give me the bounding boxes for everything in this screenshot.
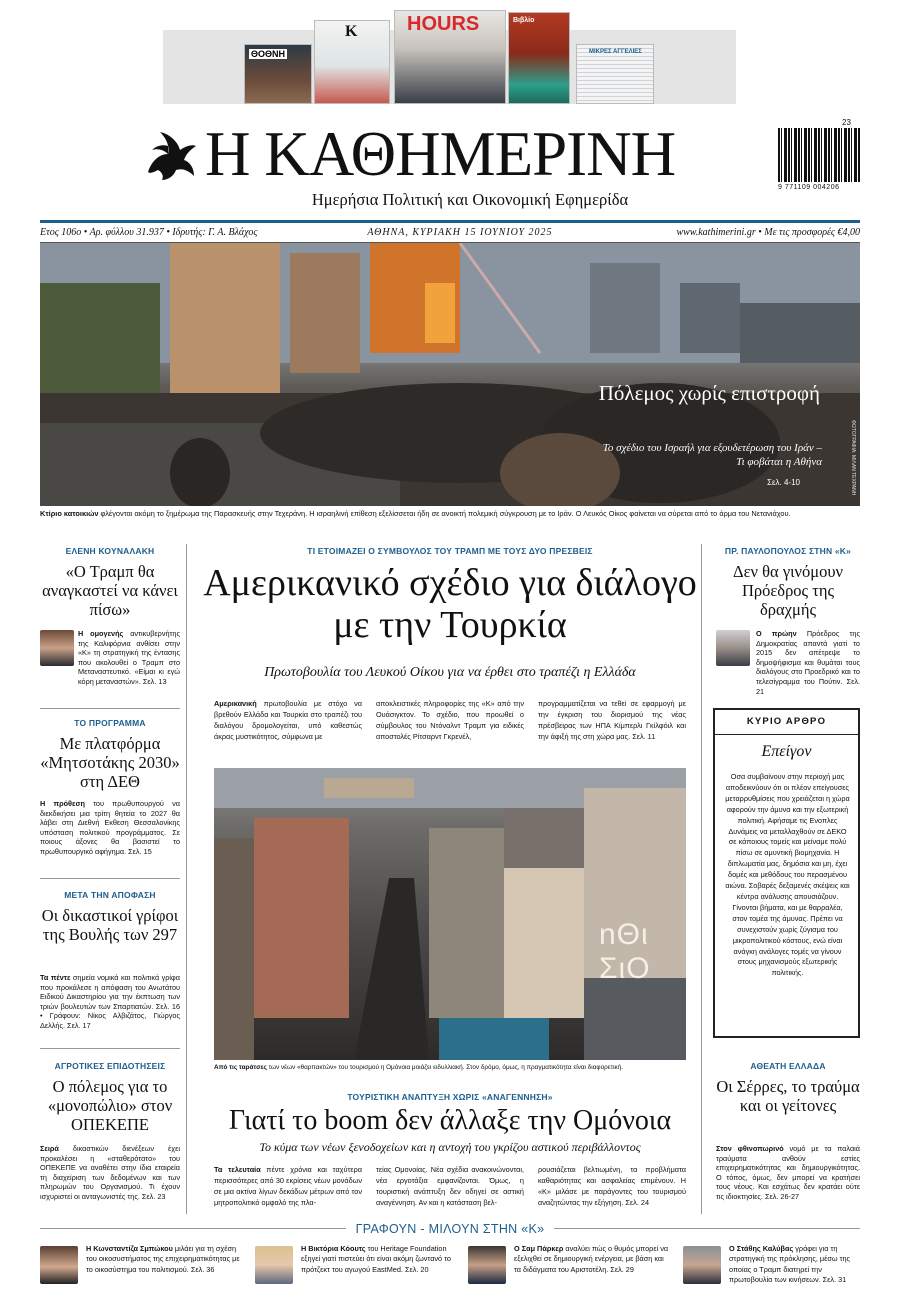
right-story-1-text: Πρόεδρος της Δημοκρατίας απαντά γιατί το 2015 δεν απέτρεψε το δημοψήφισμα και θυμάται τους διαλόγους στο Προεδρικό και το τελεσίγραμμα του Πούτιν. Σελ. 21 (756, 629, 861, 696)
left-story-1-kicker: ΕΛΕΝΗ ΚΟΥΝΑΛΑΚΗ (65, 546, 155, 556)
supplement-classifieds-label: ΜΙΚΡΕΣ ΑΓΓΕΛΙΕΣ (589, 49, 642, 55)
left-story-3-kicker: ΜΕΤΑ ΤΗΝ ΑΠΟΦΑΣΗ (64, 890, 156, 900)
editorial-label: ΚΥΡΙΟ ΑΡΘΡΟ (746, 716, 827, 727)
footer-item-4-text (729, 1244, 860, 1286)
editorial-title[interactable]: Επείγον (761, 743, 812, 760)
barcode-graphic (778, 128, 860, 182)
hero-subheadline: Το σχέδιο του Ισραήλ για εξουδετέρωση του Ιράν – Τι φοβάται η Αθήνα (602, 442, 822, 468)
right-story-1-kicker: ΠΡ. ΠΑΥΛΟΠΟΥΛΟΣ ΣΤΗΝ «Κ» (724, 546, 852, 556)
left-story-2-kicker: ΤΟ ΠΡΟΓΡΑΜΜΑ (74, 718, 146, 728)
column-rule-right (701, 544, 702, 1214)
right-story-1-lead: Ο πρώην (756, 629, 797, 638)
left-story-3-headline[interactable]: Οι δικαστικοί γρίφοι της Βουλής των 297 (41, 906, 179, 944)
left-story-4-text: δικαστικών διενέξεων έχει προκαλέσει η «σταθερότατο» του ΟΠΕΚΕΠΕ να αναθέτει στην ίδια εταιρεία τη διαχείριση των δεδομένων και των πληρωμών του Οργανισμού. Τι έχουν ισχυριστεί οι ανταγωνιστές της. Σελ. 23 (40, 1144, 180, 1201)
right-story-2-lead: Στον φθινοπωρινό (716, 1144, 784, 1153)
masthead-title[interactable]: Η ΚΑΘΗΜΕΡΙΝΗ (205, 119, 676, 189)
smpokou-portrait (40, 1246, 78, 1284)
left-story-3-text: σημεία νομικά και πολιτικά γρίφα που προκάλεσε η απόφαση του Ανωτάτου Ειδικού Δικαστηρίου για την έκπτωση των τριών βουλευτών των Σπαρτιατών. Σελ. 16 • Γράφουν: Νίκος Αλβιζάτος, Γιώργος Δελλής. Σελ. 17 (40, 973, 180, 1030)
masthead-subtitle: Ημερήσια Πολιτική και Οικονομική Εφημερίδα (311, 190, 629, 209)
hero-photo-credit: ΦΩΤΟΓΡΑΦΙΑ: ΜΙΛΑΝ ΤΕΧΡΑΝΗ (850, 420, 856, 496)
footer-item-1-text (86, 1244, 244, 1275)
omonia-caption-lead: Από τις ταράτσες (214, 1064, 267, 1071)
omonia-photo[interactable] (214, 768, 686, 1060)
kounalaki-portrait (40, 630, 74, 666)
right-story-2-headline[interactable]: Οι Σέρρες, το τραύμα και οι γείτονες (716, 1077, 860, 1115)
left-story-parliament[interactable] (40, 890, 180, 944)
second-story-kicker: ΤΟΥΡΙΣΤΙΚΗ ΑΝΑΠΤΥΞΗ ΧΩΡΙΣ «ΑΝΑΓΕΝΝΗΣΗ» (347, 1092, 553, 1102)
footer-item-parker[interactable] (468, 1244, 673, 1294)
left-story-3-lead: Τα πέντε (40, 973, 71, 982)
right-story-2-kicker: ΑΘΕΑΤΗ ΕΛΛΑΔΑ (750, 1061, 826, 1071)
supplement-othoni-label: ΘΟΘΝΗ (251, 49, 286, 59)
right-story-1-blurb (756, 629, 860, 696)
footer-item-4-name: Ο Στάθης Καλύβας (729, 1244, 794, 1253)
supplement-k-cover[interactable] (314, 20, 390, 104)
left-story-2-headline[interactable]: Με πλατφόρμα «Μητσοτάκης 2030» στη ΔΕΘ (40, 734, 180, 791)
footer-item-coates[interactable] (255, 1244, 460, 1294)
footer-item-2-body: του Heritage Foundation εξηγεί γιατί πιστεύει ότι είναι ακόμη ζωντανό το πρότζεκτ του αγωγού EastMed. Σελ. 20 (301, 1244, 451, 1274)
left-story-4-headline[interactable]: Ο πόλεμος για το «μονοπώλιο» στον ΟΠΕΚΕΠΕ (47, 1077, 173, 1134)
footer-item-4-body: γράφει για τη στρατηγική της πρόκλησης, μέσω της οποίας ο Τραμπ διατηρεί την πρωτοβουλία των κινήσεων. Σελ. 31 (729, 1244, 851, 1285)
left-story-4-blurb (40, 1144, 180, 1202)
hero-headline[interactable]: Πόλεμος χωρίς επιστροφή (598, 381, 820, 405)
left-story-1-text: αντικυβερνήτης της Καλιφόρνια ανθίσει στην «Κ» τη στρατηγική της έντασης που ακολουθεί ο Τραμπ στο Μεταναστευτικό. «Είμαι κι εγώ κόρη μεταναστών». Σελ. 13 (78, 629, 180, 686)
main-story-col-1 (214, 698, 362, 742)
left-divider-3 (40, 1048, 180, 1049)
second-story-col-3: ρουσιάζεται βελτιωμένη, τα προβλήματα καθαριότητας και ασφαλείας επιμένουν. Η «Κ» μιλάσε με παράγοντες του τουρισμού αναζητώντας την εξήγηση. Σελ. 24 (538, 1165, 686, 1207)
barcode-issue-code: 23 (842, 118, 851, 127)
hero-caption-text: φλέγονται ακόμη το ξημέρωμα της Παρασκευής στην Τεχεράνη. Η ισραηλινή επίθεση εξελίσσεται ήδη σε ανοικτή πολεμική σύγκρουση με το Ιράν. Ο Λευκός Οίκος φαίνεται να σύρεται από το άρμα του Νετανιάχου. (98, 509, 791, 518)
left-story-2-blurb (40, 799, 180, 857)
left-story-2-lead: Η πρόθεση (40, 799, 85, 808)
supplement-othoni-cover[interactable] (244, 44, 312, 104)
main-story-col-1-text: πρωτοβουλία με στόχο να βρεθούν Ελλάδα και Τουρκία στο τραπέζι του διαλόγου δρομολογείται, υπό καθεστώς άκρας μυστικότητος, σύμφωνα με (214, 699, 362, 741)
footer-item-1-body: μιλάει για τη σχέση του οικοσυστήματος της επιχειρηματικότητας με το οικοσύστημα του πολιτισμού. Σελ. 36 (86, 1244, 240, 1274)
omonia-photo-sign: nΘι ΣιΟ (599, 918, 651, 985)
hero-page-ref[interactable]: Σελ. 4-10 (767, 478, 800, 487)
left-story-opekepe[interactable] (40, 1061, 180, 1134)
omonia-caption-text: των νέων «θαρπακτών» του τουρισμού η Ομόνοια μοιάζει ειδυλλιακή. Στον δρόμο, όμως, η πραγματικότητα είναι διαφορετική. (266, 1064, 624, 1071)
second-story-deck: Το κύμα των νέων ξενοδοχείων και η αντοχή του γκρίζου αστικού περιβάλλοντος (259, 1140, 641, 1154)
left-divider-1 (40, 708, 180, 709)
right-story-serres[interactable] (716, 1061, 860, 1115)
right-story-2-text: νομό με τα παλαιά τραύματα ανθούν εστίες επιχειρηματικότητας και δημιουργικότητας. Ο τόπος, όμως, δεν μπορεί να κρατήσει τους νέους. Και εσχάτως δεν κρατάει ούτε τις ιδιοκτησίες. Σελ. 26-27 (716, 1144, 860, 1201)
footer-item-kalyvas[interactable] (683, 1244, 860, 1294)
left-story-1-blurb (78, 629, 180, 687)
second-story-lead: Τα τελευταία (214, 1165, 261, 1174)
left-story-2-text: του πρωθυπουργού να διεκδικήσει μια τρίτη θητεία το 2027 θα λάβει στη Διεθνή Εκθεση Θεσσαλονίκης υπόσταση πολιτικού προγράμματος. Σε ποιους άξονες θα βασιστεί το πρωθυπουργικό αφήγημα. Σελ. 15 (40, 799, 180, 856)
kalyvas-portrait (683, 1246, 721, 1284)
left-story-1-lead: Η ομογενής (78, 629, 124, 638)
supplement-hours-label: HOURS (407, 13, 480, 35)
main-story-col-2: αποκλειστικές πληροφορίες της «Κ» από την Ουάσιγκτον. Το σχέδιο, που προωθεί ο σύμβουλος του Ντόναλντ Τραμπ για ειδικές αποστολές Ρίτσαρντ Γκρενέλ, (376, 699, 524, 741)
main-story-deck: Πρωτοβουλία του Λευκού Οίκου για να έρθει στο τραπέζι η Ελλάδα (264, 665, 636, 680)
column-rule-left (186, 544, 187, 1214)
footer-title-text: ΓΡΑΦΟΥΝ - ΜΙΛΟΥΝ ΣΤΗΝ «Κ» (346, 1222, 555, 1236)
second-story-col-1 (214, 1164, 362, 1208)
main-story-kicker: ΤΙ ΕΤΟΙΜΑΖΕΙ Ο ΣΥΜΒΟΥΛΟΣ ΤΟΥ ΤΡΑΜΠ ΜΕ ΤΟΥΣ ΔΥΟ ΠΡΕΣΒΕΙΣ (307, 546, 593, 556)
pavlopoulos-portrait (716, 630, 750, 666)
footer-item-1-name: Η Κωνσταντίζα Σμπώκου (86, 1244, 173, 1253)
omonia-photo-caption (214, 1064, 686, 1071)
supplement-book-label: Βιβλίο (513, 17, 535, 24)
coates-portrait (255, 1246, 293, 1284)
left-story-kounalaki[interactable] (40, 546, 180, 619)
footer-item-3-text (514, 1244, 672, 1275)
main-story-lead: Αμερικανική (214, 699, 257, 708)
dateline-top-rule (40, 220, 860, 223)
editorial-text: Οσα συμβαίνουν στην περιοχή μας αποδεικνύουν ότι οι πλέον επείγουσες μεταρρυθμίσεις που χρειάζεται η χώρα αφορούν την άμυνα και την εξωτερική πολιτική. Αφήσαμε τις Ενοπλες Δυνάμεις να μεταλλαχθούν σε ΔΕΚΟ σε κάποιους τομείς και μείναμε πολύ πίσω σε αμυντική βιομηχανία. Η διπλωματία μας, δημόσια και μη, έχει δομές και μεθόδους του περασμένου αιώνα. Σοβαρές δεξαμενές σκέψεις και κέντρα ανάλυσης απουσιάζουν. Γίνονται βήματα, και με θαρραλέα, στον τομέα της άμυνας. Πρέπει να συνεχιστούν χωρίς ζύγισμα του μικροπολιτικού κόστους, ενώ είναι ανάγκη ανάλογες τομές να γίνουν στους μηχανισμούς εξωτερικής πολιτικής. (725, 772, 850, 978)
second-story-col-2: τείας Ομονοίας. Νέα σχέδια ανακοινώνονται, νέα εργοτάξια εμφανίζονται. Όμως, η τουριστική ανάπτυξη δεν οδηγεί σε αστική αναγέννηση. Αν και η κατάσταση βελ- (376, 1165, 524, 1207)
main-story-headline[interactable]: Αμερικανικό σχέδιο για διάλογο με την Τουρκία (203, 562, 697, 646)
supplement-book-cover[interactable] (508, 12, 570, 104)
dateline-issue-info: Ετος 106ο • Αρ. φύλλου 31.937 • Ιδρυτής: Γ. Α. Βλάχος (40, 227, 258, 238)
supplement-classifieds-cover[interactable] (576, 44, 654, 104)
second-story-col-1-text: πέντε χρόνια και ταχύτερα περισσότερες από 30 εκρίσεις νέων μονάδων σε μια ακτίνα λίγων δεκάδων μέτρων από τον μητροπολιτικό ομφαλό της πλα- (214, 1165, 362, 1207)
hero-caption-lead: Κτίριο κατοικιών (40, 509, 99, 518)
left-story-1-headline[interactable]: «Ο Τραμπ θα αναγκαστεί να κάνει πίσω» (42, 562, 178, 619)
supplement-hours-cover[interactable] (394, 10, 506, 104)
left-story-3-blurb (40, 973, 180, 1031)
right-story-2-blurb (716, 1144, 860, 1202)
griffin-logo-icon (140, 124, 198, 184)
footer-item-3-body: αναλύει πώς ο θυμός μπορεί να εξελιχθεί σε δημιουργική ενέργεια, με βάση και τα διδάγματα του Αριστοτέλη. Σελ. 29 (514, 1244, 669, 1274)
footer-item-3-name: Ο Σαμ Πάρκερ (514, 1244, 564, 1253)
footer-title (40, 1220, 860, 1238)
supplement-k-label: K (345, 23, 358, 40)
dateline (40, 227, 860, 241)
dateline-price[interactable]: www.kathimerini.gr • Με τις προσφορές €4,00 (676, 227, 860, 238)
editorial-rule (715, 734, 858, 735)
left-story-4-lead: Σειρά (40, 1144, 59, 1153)
editorial-box[interactable] (713, 708, 860, 1038)
right-story-pavlopoulos[interactable] (716, 546, 860, 619)
footer-item-2-name: Η Βικτόρια Κόουτς (301, 1244, 366, 1253)
left-story-4-kicker: ΑΓΡΟΤΙΚΕΣ ΕΠΙΔΟΤΗΣΕΙΣ (54, 1061, 166, 1071)
barcode-number: 9 771109 004206 (778, 184, 840, 191)
right-story-1-headline[interactable]: Δεν θα γινόμουν Πρόεδρος της δραχμής (733, 562, 843, 619)
left-story-program[interactable] (40, 718, 180, 791)
left-divider-2 (40, 878, 180, 879)
omonia-photo-illustration (214, 768, 686, 1060)
parker-portrait (468, 1246, 506, 1284)
footer-item-smpokou[interactable] (40, 1244, 245, 1294)
second-story-headline[interactable]: Γιατί το boom δεν άλλαξε την Ομόνοια (228, 1105, 672, 1136)
hero-caption (40, 509, 860, 518)
dateline-date: ΑΘΗΝΑ, ΚΥΡΙΑΚΗ 15 ΙΟΥΝΙΟΥ 2025 (367, 227, 553, 238)
main-story-col-3: προγραμματίζεται να τεθεί σε εφαρμογή με την έγκριση του διορισμού της νέας πρέσβειρας των ΗΠΑ Κίμπερλι Γκίλφόιλ και την άφιξή της στη χώρα μας. Σελ. 11 (538, 699, 686, 741)
footer-item-2-text (301, 1244, 459, 1275)
